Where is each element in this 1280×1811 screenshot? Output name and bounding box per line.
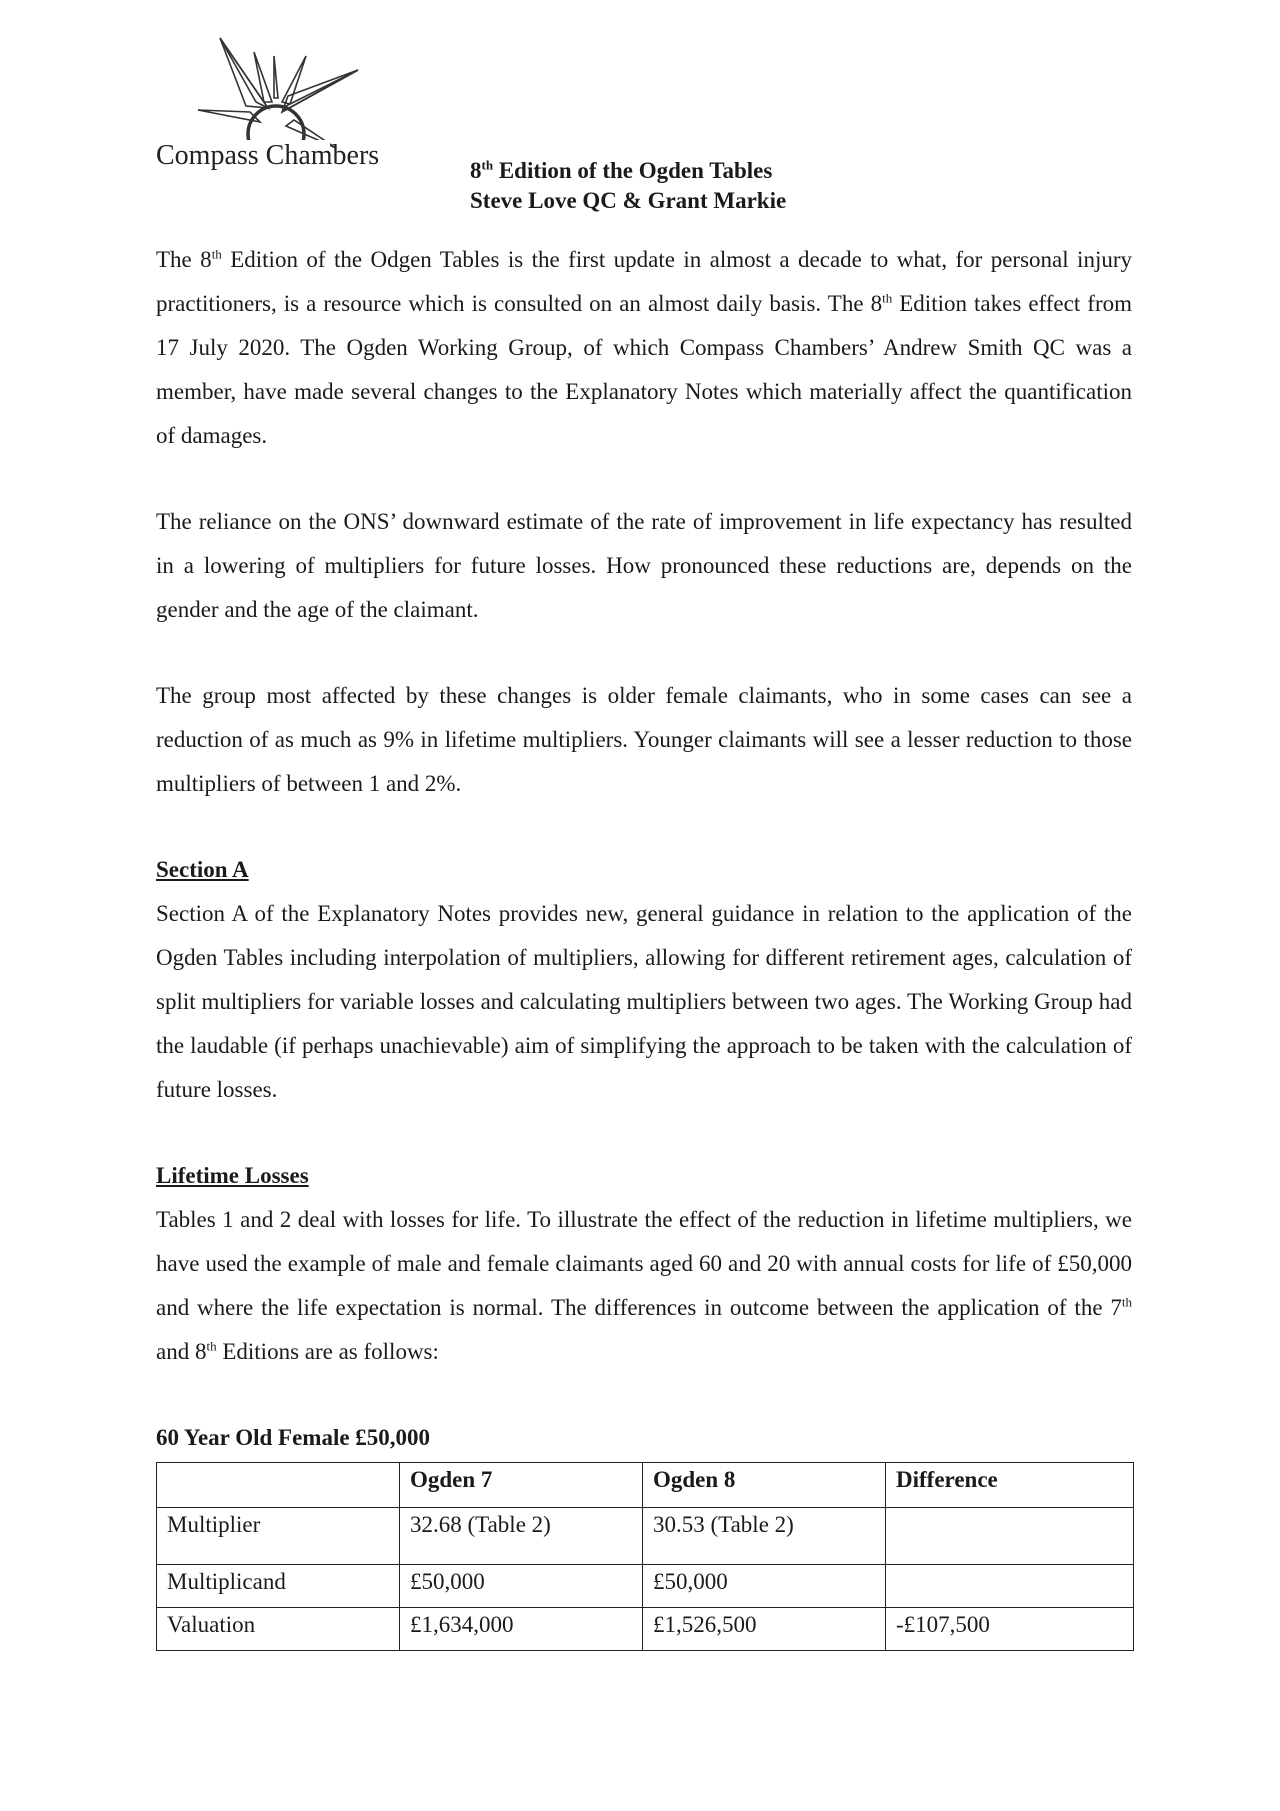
table-cell	[886, 1508, 1134, 1565]
table-cell: Multiplier	[157, 1508, 400, 1565]
compass-chambers-logo	[150, 36, 400, 186]
table-header-cell: Ogden 7	[400, 1463, 643, 1508]
table-cell: £1,634,000	[400, 1608, 643, 1651]
table-cell: 30.53 (Table 2)	[643, 1508, 886, 1565]
table-cell: £50,000	[643, 1565, 886, 1608]
table-row	[157, 1508, 1134, 1565]
affected-group-paragraph: The group most affected by these changes is older female claimants, who in some cases can see a reduction of as much as 9% in lifetime multipliers. Younger claimants will see a lesser reduction to those multipliers of between 1 and 2%.	[156, 683, 1132, 796]
table-cell	[886, 1565, 1134, 1608]
section-a-paragraph: Section A of the Explanatory Notes provides new, general guidance in relation to the application of the Ogden Tables including interpolation of multipliers, allowing for different retirement ages, calculation of split multipliers for variable losses and calculating multipliers between two ages. The Working Group had the laudable (if perhaps unachievable) aim of simplifying the approach to be taken with the calculation of future losses.	[156, 901, 1132, 1102]
table-header-row	[157, 1463, 1134, 1508]
logo-text: Compass Chambers	[156, 140, 380, 171]
ons-paragraph: The reliance on the ONS’ downward estimate of the rate of improvement in life expectancy has resulted in a lowering of multipliers for future losses. How pronounced these reductions are, depends on the gender and the age of the claimant.	[156, 509, 1132, 622]
table-cell: Multiplicand	[157, 1565, 400, 1608]
lifetime-losses-paragraph: Tables 1 and 2 deal with losses for life. To illustrate the effect of the reduction in lifetime multipliers, we have used the example of male and female claimants aged 60 and 20 with annual costs for life of £50,000 and where the life expectation is normal. The differences in outcome between the application of the 7th and 8th Editions are as follows:	[156, 1207, 1132, 1364]
intro-paragraph: The 8th Edition of the Odgen Tables is the first update in almost a decade to what, for personal injury practitioners, is a resource which is consulted on an almost daily basis. The 8th Edition takes effect from 17 July 2020. The Ogden Working Group, of which Compass Chambers’ Andrew Smith QC was a member, have made several changes to the Explanatory Notes which materially affect the quantification of damages.	[156, 246, 1132, 448]
table-row	[157, 1565, 1134, 1608]
document-body	[156, 238, 1132, 1651]
valuation-table	[156, 1462, 1134, 1651]
document-authors: Steve Love QC & Grant Markie	[470, 188, 787, 213]
table-header-cell: Ogden 8	[643, 1463, 886, 1508]
document-header	[470, 156, 890, 216]
table-header-cell: Difference	[886, 1463, 1134, 1508]
table-cell: Valuation	[157, 1608, 400, 1651]
table-cell: £50,000	[400, 1565, 643, 1608]
table-cell: £1,526,500	[643, 1608, 886, 1651]
section-a-heading: Section A	[156, 857, 249, 882]
table-title: 60 Year Old Female £50,000	[156, 1425, 431, 1450]
table-cell: -£107,500	[886, 1608, 1134, 1651]
table-cell: 32.68 (Table 2)	[400, 1508, 643, 1565]
table-header-cell	[157, 1463, 400, 1508]
document-title: 8th Edition of the Ogden Tables	[470, 157, 773, 183]
lifetime-losses-heading: Lifetime Losses	[156, 1163, 309, 1188]
compass-star-icon	[190, 36, 360, 156]
table-row	[157, 1608, 1134, 1651]
